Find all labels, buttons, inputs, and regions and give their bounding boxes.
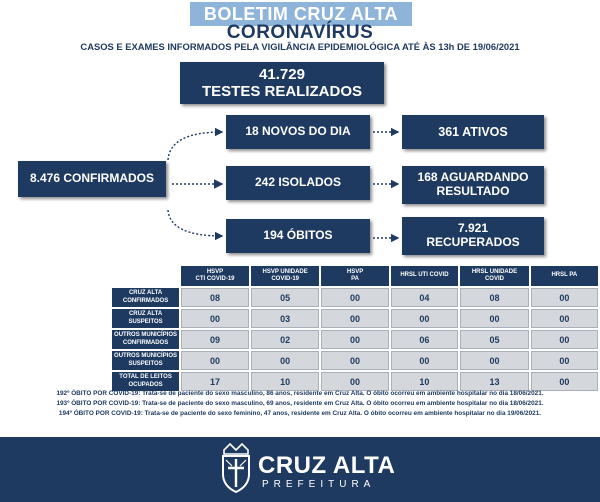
death-notes: [0, 389, 600, 419]
table-cell: 06: [391, 330, 459, 349]
table-cell: 00: [391, 351, 459, 370]
row-header: OUTROS MUNICÍPIOS SUSPEITOS: [112, 351, 179, 370]
table-cell: 05: [251, 288, 320, 307]
table-cell: 00: [531, 309, 598, 328]
deaths-label: 194 ÓBITOS: [263, 228, 333, 243]
tests-value: 41.729: [259, 65, 305, 83]
recovered-value: 7.921: [457, 221, 488, 236]
col-header: HSVP PA: [321, 266, 388, 286]
active-label: 361 ATIVOS: [438, 124, 508, 139]
footer-sub: PREFEITURA: [262, 479, 376, 490]
city-crest-icon: [218, 440, 254, 496]
table-cell: 00: [531, 372, 598, 391]
awaiting-line1: 168 AGUARDANDO: [417, 170, 529, 185]
table-row: [112, 288, 598, 307]
table-row: [112, 351, 598, 370]
table-cell: 03: [251, 309, 320, 328]
death-note: 194º ÓBITO POR COVID-19: Trata-se de paciente do sexo feminino, 47 anos, residente em Cruz Alta. O óbito ocorreu em ambiente hospitalar no dia 19/06/2021.: [58, 410, 542, 417]
bulletin-info: CASOS E EXAMES INFORMADOS PELA VIGILÂNCIA EPIDEMIOLÓGICA ATÉ ÀS 13h DE 19/06/2021: [80, 41, 520, 52]
table-cell: 05: [460, 330, 529, 349]
arrow-to-deaths: [168, 210, 222, 236]
table-cell: 00: [531, 330, 598, 349]
table-cell: 00: [460, 351, 529, 370]
bulletin-title: BOLETIM CRUZ ALTA: [190, 2, 412, 26]
col-header: HSVP CTI COVID-19: [181, 266, 249, 286]
table-cell: 00: [181, 351, 249, 370]
arrow-to-new-today: [168, 132, 222, 160]
table-cell: 00: [531, 288, 598, 307]
table-cell: 00: [460, 309, 529, 328]
table-cell: 09: [181, 330, 249, 349]
row-header: CRUZ ALTA SUSPEITOS: [112, 309, 179, 328]
table-cell: 00: [531, 351, 598, 370]
recovered-label: RECUPERADOS: [426, 235, 520, 249]
table-cell: 00: [251, 351, 320, 370]
table-corner: [112, 266, 179, 286]
row-header: CRUZ ALTA CONFIRMADOS: [112, 288, 179, 307]
beds-table: [110, 264, 600, 393]
table-cell: 08: [460, 288, 529, 307]
table-cell: 00: [321, 288, 388, 307]
bulletin-subtitle: CORONAVÍRUS: [226, 22, 374, 43]
table-row: [112, 330, 598, 349]
row-header: TOTAL DE LEITOS OCUPADOS: [112, 372, 179, 391]
table-cell: 00: [181, 309, 249, 328]
table-cell: 00: [321, 351, 388, 370]
death-note: 192º ÓBITO POR COVID-19: Trata-se de paciente do sexo masculino, 86 anos, residente em Cruz Alta. O óbito ocorreu em ambiente hospitalar no dia 18/06/2021.: [56, 390, 544, 397]
table-cell: 13: [460, 372, 529, 391]
col-header: HRSL UTI COVID: [391, 266, 459, 286]
table-cell: 02: [251, 330, 320, 349]
row-header: OUTROS MUNICÍPIOS CONFIRMADOS: [112, 330, 179, 349]
confirmed-label: 8.476 CONFIRMADOS: [29, 171, 155, 186]
table-cell: 00: [321, 330, 388, 349]
col-header: HRSL PA: [531, 266, 598, 286]
awaiting-line2: RESULTADO: [436, 184, 510, 198]
table-cell: 00: [391, 309, 459, 328]
table-cell: 10: [251, 372, 320, 391]
isolated-label: 242 ISOLADOS: [254, 175, 342, 190]
table-header-row: [112, 266, 598, 286]
table-cell: 10: [391, 372, 459, 391]
col-header: HRSL UNIDADE COVID: [460, 266, 529, 286]
col-header: HSVP UNIDADE COVID-19: [251, 266, 320, 286]
death-note: 193º ÓBITO POR COVID-19: Trata-se de paciente do sexo masculino, 69 anos, residente em Cruz Alta. O óbito ocorreu em ambiente hospitalar no dia 18/06/2021.: [56, 400, 544, 407]
table-cell: 00: [321, 372, 388, 391]
table-cell: 04: [391, 288, 459, 307]
footer-brand: CRUZ ALTA: [258, 452, 396, 479]
table-cell: 08: [181, 288, 249, 307]
new-today-label: 18 NOVOS DO DIA: [245, 124, 351, 139]
table-cell: 00: [321, 309, 388, 328]
table-cell: 17: [181, 372, 249, 391]
table-row: [112, 309, 598, 328]
tests-label: TESTES REALIZADOS: [201, 83, 362, 100]
